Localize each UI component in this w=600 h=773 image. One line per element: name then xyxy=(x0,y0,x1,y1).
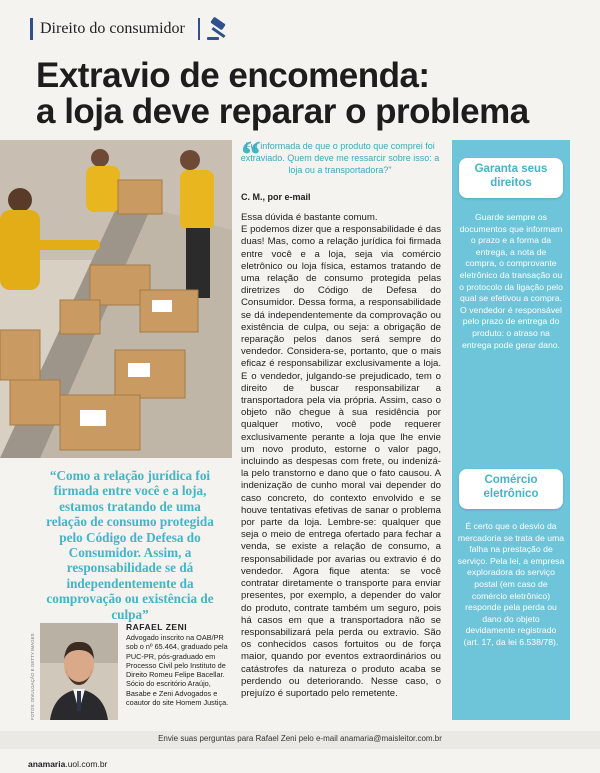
headline-line-1: Extravio de encomenda: xyxy=(36,56,430,95)
body-paragraph: E podemos dizer que a responsabilidade é das duas! Mas, como a relação jurídica foi firmada entre você e a loja, seja via comércio eletrônico ou loja física, estamos tratando de uma relação de consumo protegida pelas diretrizes do Código de Defesa do Consumidor. Dessa forma, a responsabilidade se dá independentemente da comprovação ou existência de culpa, ou seja: a obrigação de reparação pelos danos será sempre do vendedor. Considera-se, portanto, que o mais eficaz é responsabilizar exclusivamente a loja. E o vendedor, julgando-se prejudicado, tem o direito de buscar responsabilizar a transportadora pela via própria. Assim, caso o objeto não chegue à sua residência por qualquer motivo, você pode requerer exclusivamente perante a loja que lhe envie um novo produto, estorne o valor pago, incluindo as despesas com frete, ou indenizá-la pelo transtorno e dano que o fato causou. A indenização de cunho moral vai depender do caso concreto, do contexto envolvido e se houve tentativas efetivas de sanar o problema por parte da loja. Lembre-se: qualquer que seja o meio de entrega ofertado para fechar a venda, se existe a relação de consumo, a responsabilidade por avarias ou extravio é do vendedor. Agora fique atenta: se você contratar diretamente o transporte para enviar presentes, por exemplo, a depender do valor do produto, contrate também um seguro, pois há casos em que a transportadora não se responsabilizará pela perda ou extravio. São os conhecidos casos fortuitos ou de força maior, quando por eventos extraordinários ou catástrofes da natureza o produto acaba se perdendo ou deteriorando. Nesse caso, o prejuízo é suportado pelo remetente. xyxy=(241,224,442,699)
author-bio: Advogado inscrito na OAB/PR sob o nº 65.464, graduado pela PUC-PR, pós-graduado em Processo Civil pelo Instituto de Direito Romeu Felipe Bacellar. Sócio do escritório Araújo, Basabe e Zeni Advogados e coautor do site Homem Justiça. xyxy=(126,633,229,708)
photo-credit: FOTOS: DIVULGAÇÃO E GETTY IMAGES xyxy=(30,633,35,720)
footer-brand-name: anamaria xyxy=(28,759,66,769)
section-bar xyxy=(30,18,33,40)
quote-mark-icon: “ xyxy=(241,132,261,177)
headline xyxy=(36,58,576,130)
sidebar-box-title: Comércio eletrônico xyxy=(459,469,563,509)
section-divider xyxy=(198,18,200,40)
author-name: RAFAEL ZENI xyxy=(126,622,188,632)
pull-quote: “Como a relação jurídica foi firmada entre você e a loja, estamos tratando de uma relação de consumo protegida pelo Código de Defesa do Consumidor. Assim, a responsabilidade se dá independentemente da comprovação ou existência de culpa” xyxy=(46,468,214,622)
body-paragraph: Essa dúvida é bastante comum. xyxy=(241,212,378,223)
sidebar-box-title: Garanta seus direitos xyxy=(459,158,563,198)
sidebar-box-text: Guarde sempre os documentos que informam o prazo e a forma da entrega, a nota de compra, o comprovante eletrônico da transação ou o protocolo da ligação pelo qual se efetivou a compra. O vendedor é responsável pelo prazo de entrega do produto: o atraso na entrega pode gerar dano. xyxy=(459,212,563,350)
sidebar-box-text: É certo que o desvio da mercadoria se trata de uma falha na prestação de serviço. Pela lei, a empresa exploradora do serviço postal (em caso de comércio eletrônico) responde pela perda ou dano do objeto devidamente registrado (art. 17, da lei 6.538/78). xyxy=(457,521,565,647)
section-title: Direito do consumidor xyxy=(40,20,185,37)
footer-contact: Envie suas perguntas para Rafael Zeni pelo e-mail anamaria@maisleitor.com.br xyxy=(158,734,442,743)
gavel-icon xyxy=(205,16,235,42)
author-photo xyxy=(40,623,118,720)
question-author: C. M., por e-mail xyxy=(241,192,311,202)
footer-brand xyxy=(28,759,107,769)
headline-line-2: a loja deve reparar o problema xyxy=(36,92,529,131)
reader-question: Fui informada de que o produto que comprei foi extraviado. Quem deve me ressarcir sobre isso: a loja ou a transportadora?" xyxy=(240,141,440,175)
warehouse-photo xyxy=(0,140,232,458)
footer-brand-domain: .uol.com.br xyxy=(65,759,108,769)
article-body xyxy=(241,212,441,700)
